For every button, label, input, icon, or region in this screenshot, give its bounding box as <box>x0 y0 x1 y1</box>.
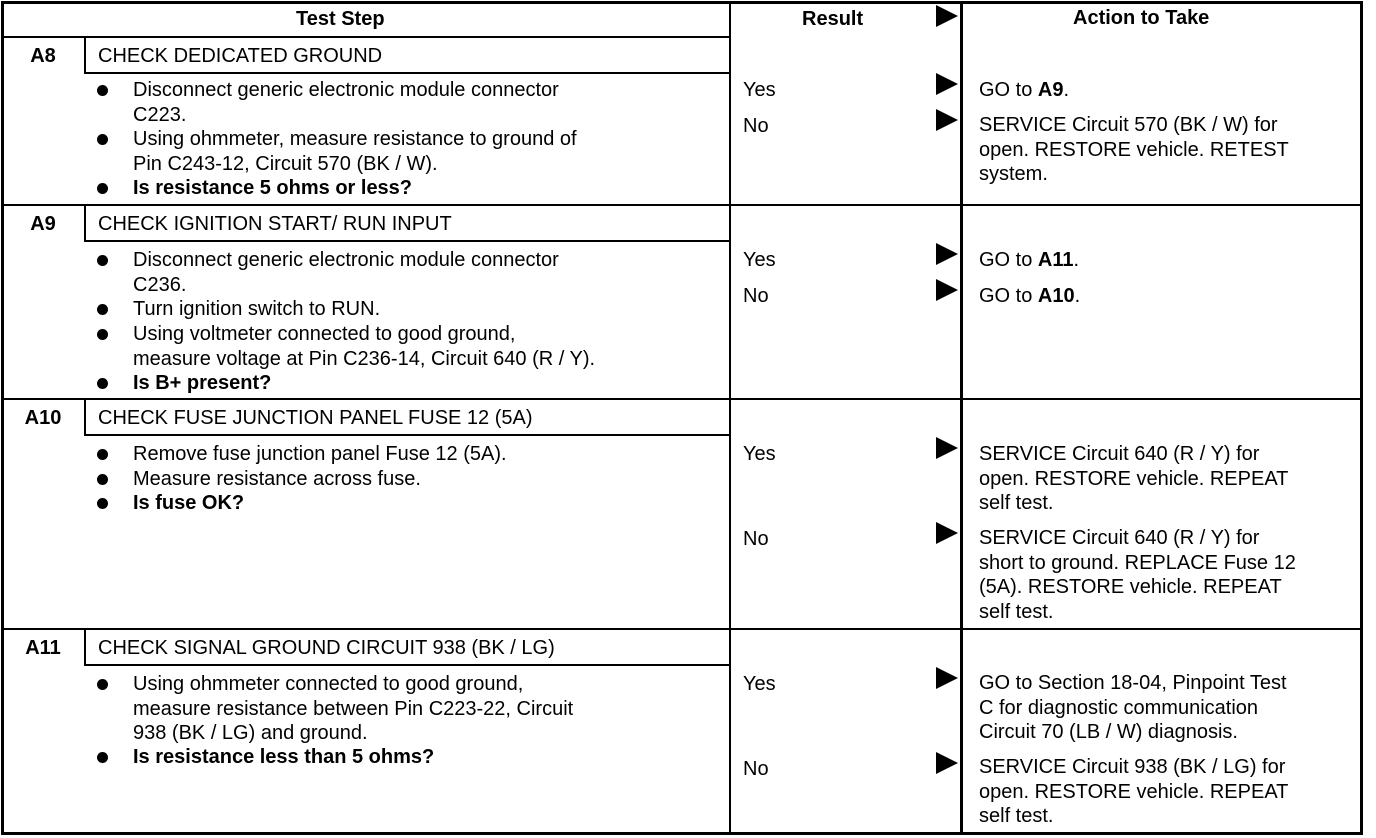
row-divider <box>1 628 1363 630</box>
header-test-step: Test Step <box>296 8 385 30</box>
step-id-divider <box>84 398 86 436</box>
table-border-bottom <box>1 832 1363 835</box>
result-no: No <box>743 285 769 307</box>
arrow-icon <box>936 243 958 265</box>
arrow-icon <box>936 279 958 301</box>
result-no: No <box>743 528 769 550</box>
step-id: A11 <box>25 637 61 659</box>
bullet-icon <box>97 449 108 460</box>
step-instruction: Disconnect generic electronic module connector C236. <box>133 249 559 296</box>
column-divider-result <box>729 1 731 835</box>
step-title: CHECK DEDICATED GROUND <box>98 45 383 67</box>
column-divider-action <box>960 1 963 835</box>
bullet-icon <box>97 304 108 315</box>
arrow-icon <box>936 73 958 95</box>
arrow-icon <box>936 109 958 131</box>
bullet-icon <box>97 255 108 266</box>
title-underline <box>84 664 730 666</box>
row-divider <box>1 204 1363 206</box>
bullet-icon <box>97 498 108 509</box>
step-instruction: Using ohmmeter connected to good ground, measure resistance between Pin C223-22, Circuit 938 (BK / LG) and ground. <box>133 673 574 744</box>
step-question: Is B+ present? <box>133 372 272 394</box>
step-question: Is resistance 5 ohms or less? <box>133 177 413 199</box>
step-instruction: Measure resistance across fuse. <box>133 468 421 490</box>
result-yes: Yes <box>743 443 776 465</box>
arrow-icon <box>936 5 958 27</box>
result-yes: Yes <box>743 79 776 101</box>
action-text: SERVICE Circuit 938 (BK / LG) for open. RESTORE vehicle. REPEAT self test. <box>979 756 1289 827</box>
step-instruction: Remove fuse junction panel Fuse 12 (5A). <box>133 443 507 465</box>
arrow-icon <box>936 752 958 774</box>
action-text: GO to A11. <box>979 249 1080 271</box>
row-divider <box>1 398 1363 400</box>
result-no: No <box>743 115 769 137</box>
table-border-right <box>1360 1 1363 835</box>
step-title: CHECK IGNITION START/ RUN INPUT <box>98 213 452 235</box>
action-text: SERVICE Circuit 640 (R / Y) for short to ground. REPLACE Fuse 12 (5A). RESTORE vehicle. REPEAT self test. <box>979 527 1296 623</box>
step-instruction: Turn ignition switch to RUN. <box>133 298 381 320</box>
step-title: CHECK SIGNAL GROUND CIRCUIT 938 (BK / LG) <box>98 637 555 659</box>
step-id-divider <box>84 36 86 74</box>
title-underline <box>84 72 730 74</box>
result-yes: Yes <box>743 673 776 695</box>
step-id: A9 <box>30 213 56 235</box>
bullet-icon <box>97 378 108 389</box>
bullet-icon <box>97 134 108 145</box>
bullet-icon <box>97 679 108 690</box>
title-underline <box>84 240 730 242</box>
header-result: Result <box>802 8 864 30</box>
table-border-top <box>1 1 1363 4</box>
result-no: No <box>743 758 769 780</box>
step-question: Is fuse OK? <box>133 492 245 514</box>
step-id-divider <box>84 204 86 242</box>
action-text: GO to A9. <box>979 79 1070 101</box>
step-id: A8 <box>30 45 56 67</box>
step-instruction: Using voltmeter connected to good ground, measure voltage at Pin C236-14, Circuit 640 (R / Y). <box>133 323 596 370</box>
step-instruction: Using ohmmeter, measure resistance to ground of Pin C243-12, Circuit 570 (BK / W). <box>133 128 577 175</box>
bullet-icon <box>97 183 108 194</box>
step-id-divider <box>84 628 86 666</box>
arrow-icon <box>936 437 958 459</box>
bullet-icon <box>97 329 108 340</box>
step-id: A10 <box>24 407 62 429</box>
step-instruction: Disconnect generic electronic module connector C223. <box>133 79 559 126</box>
action-text: GO to A10. <box>979 285 1081 307</box>
arrow-icon <box>936 522 958 544</box>
step-question: Is resistance less than 5 ohms? <box>133 746 435 768</box>
action-text: SERVICE Circuit 640 (R / Y) for open. RESTORE vehicle. REPEAT self test. <box>979 443 1289 514</box>
result-yes: Yes <box>743 249 776 271</box>
arrow-icon <box>936 667 958 689</box>
action-text: GO to Section 18-04, Pinpoint Test C for diagnostic communication Circuit 70 (LB / W) diagnosis. <box>979 672 1287 743</box>
step-title: CHECK FUSE JUNCTION PANEL FUSE 12 (5A) <box>98 407 533 429</box>
header-action: Action to Take <box>1073 7 1210 29</box>
bullet-icon <box>97 474 108 485</box>
bullet-icon <box>97 752 108 763</box>
bullet-icon <box>97 85 108 96</box>
action-text: SERVICE Circuit 570 (BK / W) for open. RESTORE vehicle. RETEST system. <box>979 114 1289 185</box>
title-underline <box>84 434 730 436</box>
header-divider <box>1 36 731 38</box>
